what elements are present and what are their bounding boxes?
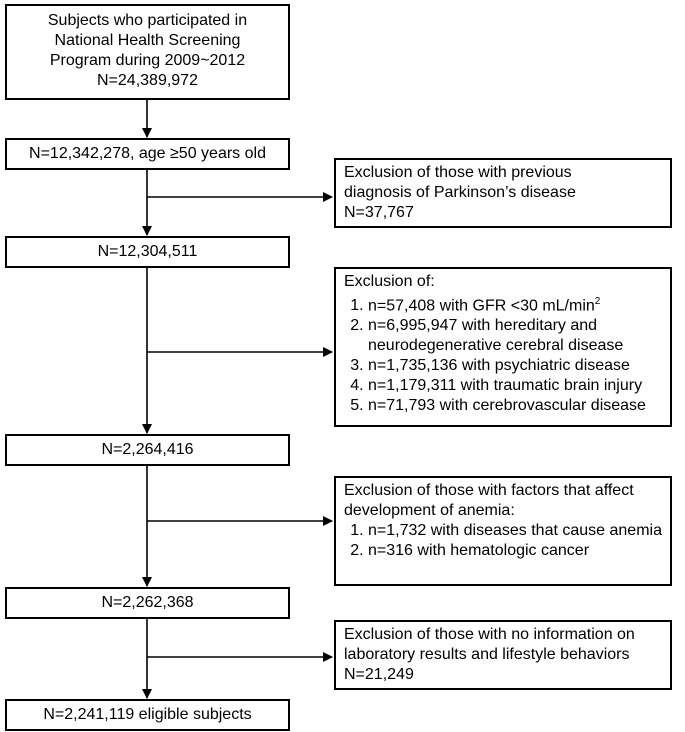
- exclusion-heading: Exclusion of:: [344, 273, 435, 290]
- box-line: N=12,304,511: [97, 243, 198, 260]
- box-eligible-subjects: [5, 699, 290, 731]
- exclusion-item: 5. n=71,793 with cerebrovascular disease: [368, 396, 662, 416]
- box-age-50: [5, 138, 290, 170]
- box-exclusion-parkinsons: [334, 158, 672, 228]
- exclusion-list: [344, 292, 662, 416]
- exclusion-list: [344, 521, 662, 561]
- box-after-parkinsons: [5, 236, 290, 268]
- exclusion-heading: Exclusion of those with factors that affect: [344, 482, 634, 499]
- exclusion-item: 2. n=6,995,947 with hereditary and neurodegenerative cerebral disease: [368, 316, 662, 356]
- box-line: Program during 2009~2012: [49, 52, 246, 69]
- box-line: N=2,262,368: [101, 594, 194, 611]
- exclusion-line: N=37,767: [344, 204, 414, 221]
- box-line: N=12,342,278, age ≥50 years old: [29, 145, 266, 162]
- exclusion-heading: development of anemia:: [344, 502, 515, 519]
- box-line: N=2,264,416: [101, 441, 194, 458]
- box-line: National Health Screening: [54, 32, 241, 49]
- exclusion-line: laboratory results and lifestyle behaviors: [344, 646, 630, 663]
- box-exclusion-no-information: [334, 620, 672, 690]
- exclusion-item: 4. n=1,179,311 with traumatic brain injury: [368, 376, 662, 396]
- box-initial-population: [5, 4, 290, 100]
- exclusion-line: diagnosis of Parkinson’s disease: [344, 184, 576, 201]
- box-exclusion-anemia: [334, 476, 672, 586]
- box-exclusion-diseases: [334, 267, 672, 427]
- box-line: N=24,389,972: [97, 72, 198, 89]
- exclusion-line: N=21,249: [344, 666, 414, 683]
- exclusion-item: 1. n=57,408 with GFR <30 $mL/\min^2$: [368, 292, 662, 316]
- exclusion-item: 3. n=1,735,136 with psychiatric disease: [368, 356, 662, 376]
- box-line: N=2,241,119 eligible subjects: [43, 706, 252, 723]
- box-after-anemia: [5, 587, 290, 619]
- superscript: 2: [594, 296, 601, 307]
- exclusion-line: Exclusion of those with previous: [344, 164, 572, 181]
- exclusion-line: Exclusion of those with no information on: [344, 626, 635, 643]
- box-after-diseases: [5, 434, 290, 466]
- exclusion-item: 1. n=1,732 with diseases that cause anemia: [368, 521, 662, 541]
- exclusion-item: 2. n=316 with hematologic cancer: [368, 541, 662, 561]
- box-line: Subjects who participated in: [47, 12, 248, 29]
